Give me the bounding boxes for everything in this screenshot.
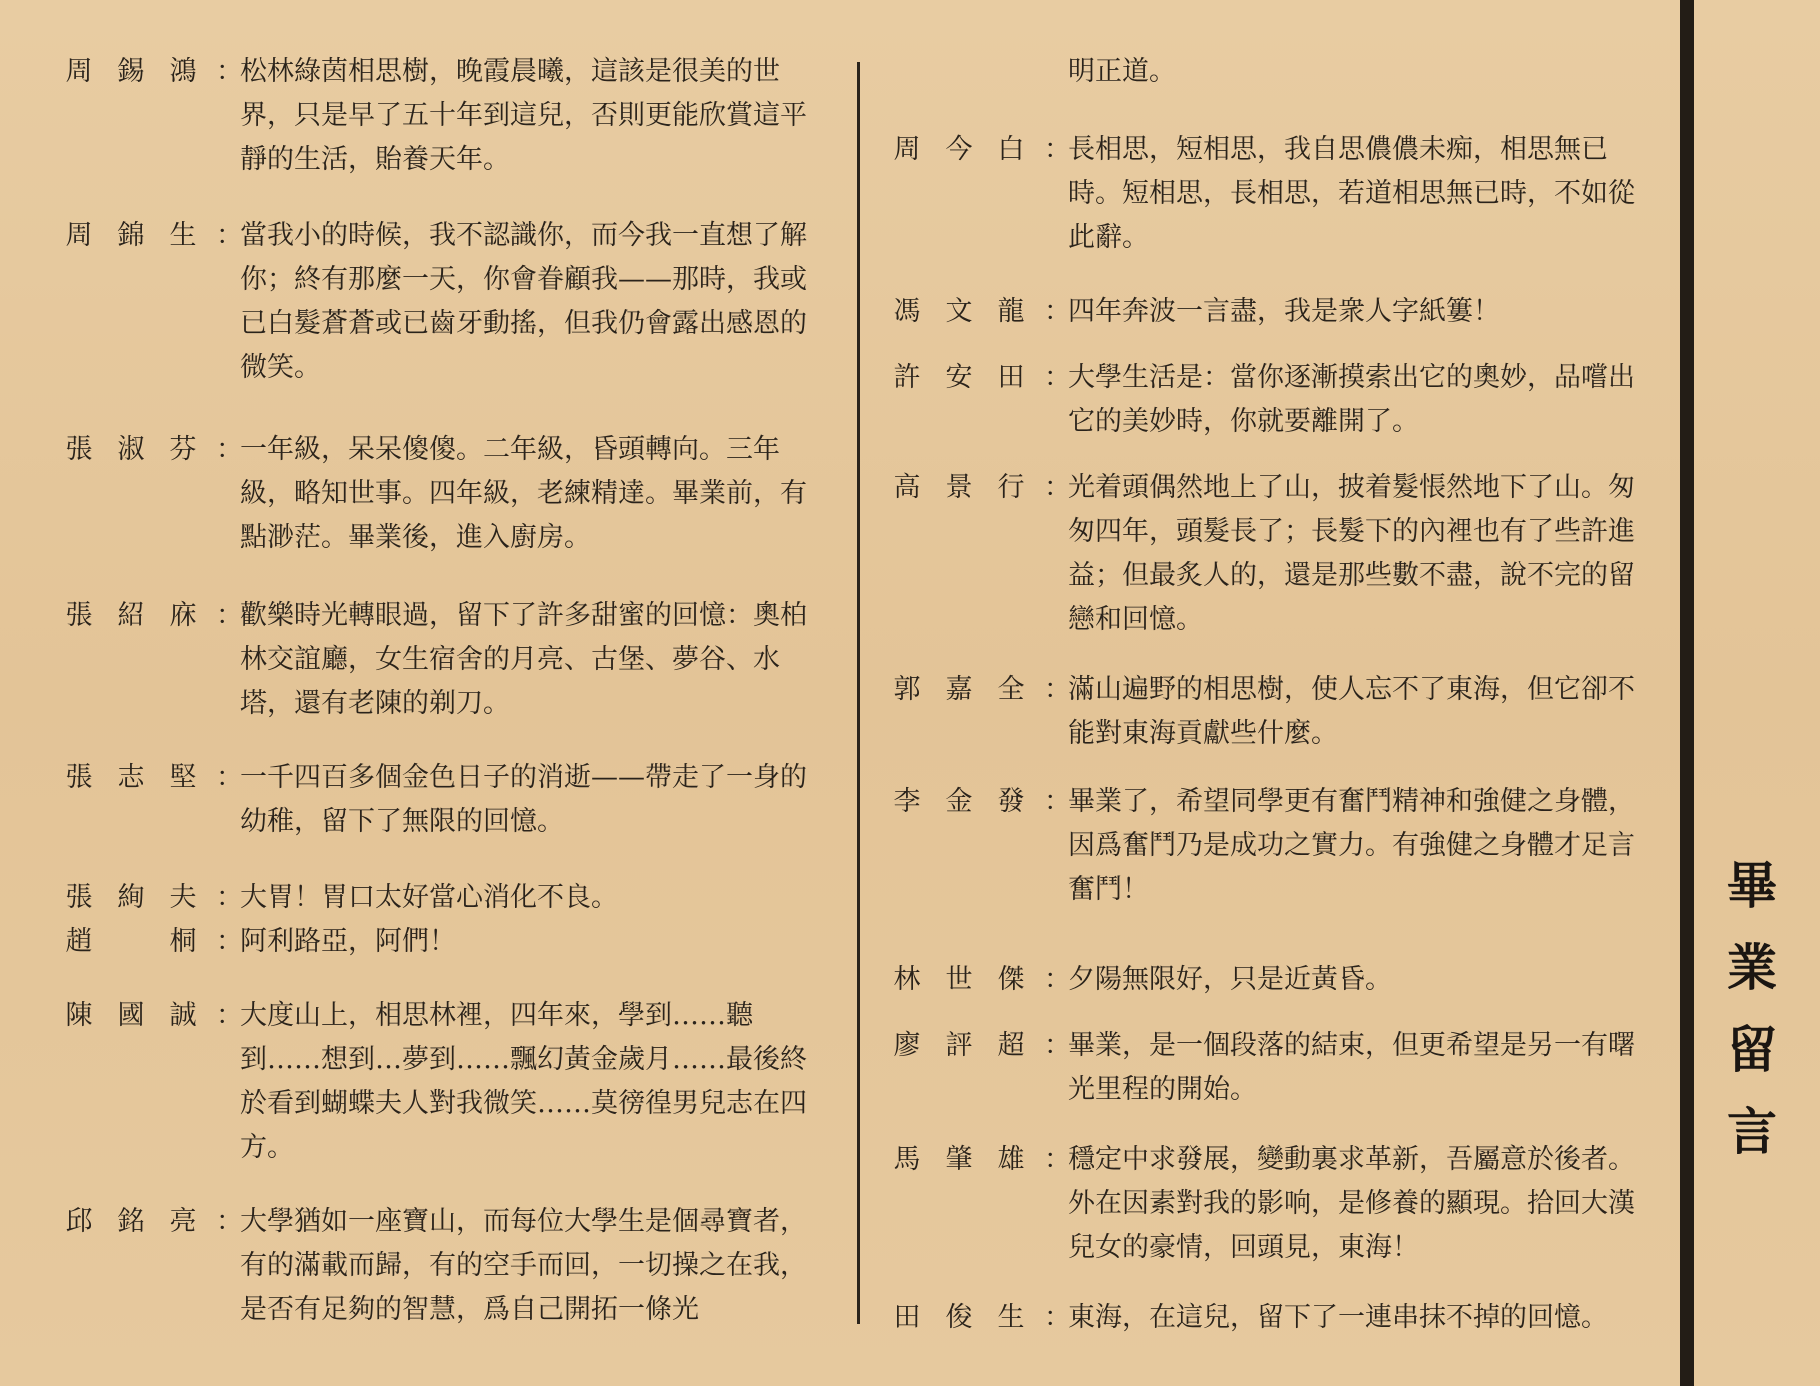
entry-0: [60, 50, 820, 182]
entry-text: 四年奔波一言盡，我是衆人字紙簍！: [1068, 296, 1500, 327]
entry-text: 大度山上，相思林裡，四年來，學到……聽到……想到…夢到……飄幻黃金歲月……最後終於看到蝴蝶夫人對我微笑……莫徬徨男兒志在四方。: [240, 1000, 807, 1163]
entry-name: 趙 桐 ：: [65, 926, 243, 957]
entry-name: 邱 銘 亮 ：: [65, 1206, 243, 1237]
entry-text: 一年級，呆呆傻傻。二年級，昏頭轉向。三年級，略知世事。四年級，老練精達。畢業前，有點渺茫。畢業後，進入廚房。: [240, 434, 807, 553]
entry-text: 大學猶如一座寶山，而每位大學生是個尋寶者，有的滿載而歸，有的空手而回，一切操之在我，是否有足夠的智慧，爲自己開拓一條光: [240, 1206, 807, 1325]
entry-3: [60, 594, 820, 726]
entry-name: 許 安 田 ：: [893, 362, 1071, 393]
continuation: [888, 50, 1653, 94]
entry-text: 畢業，是一個段落的結束，但更希望是另一有曙光里程的開始。: [1068, 1030, 1635, 1105]
entry-name: 李 金 發 ：: [893, 786, 1071, 817]
entry-name: 周 錫 鴻 ：: [65, 56, 243, 87]
entry-text: 松林綠茵相思樹，晚霞晨曦，這該是很美的世界，只是早了五十年到這兒，否則更能欣賞這平靜的生活，貽養天年。: [240, 56, 807, 175]
entry-7: [60, 994, 820, 1170]
entry-r3: [888, 466, 1653, 642]
entry-text: 一千四百多個金色日子的消逝——帶走了一身的幼稚，留下了無限的回憶。: [240, 762, 807, 837]
entry-text: 大胃！胃口太好當心消化不良。: [240, 882, 618, 913]
column-divider: [857, 62, 860, 1324]
entry-1: [60, 214, 820, 390]
entry-text: 穩定中求發展，變動裏求革新，吾屬意於後者。外在因素對我的影响，是修養的顯現。拾回大漢兒女的豪情，回頭見，東海！: [1068, 1144, 1635, 1263]
entry-5: [60, 876, 820, 920]
entry-name: 馮 文 龍 ：: [893, 296, 1071, 327]
entry-text: 大學生活是：當你逐漸摸索出它的奧妙，品嚐出它的美妙時，你就要離開了。: [1068, 362, 1635, 437]
entry-name: 張 絢 夫 ：: [65, 882, 243, 913]
entry-name: 廖 評 超 ：: [893, 1030, 1071, 1061]
entry-6: [60, 920, 820, 964]
entry-2: [60, 428, 820, 560]
entry-name: 林 世 傑 ：: [893, 964, 1071, 995]
entry-name: 張 淑 芬 ：: [65, 434, 243, 465]
entry-r1: [888, 290, 1653, 334]
entry-r9: [888, 1296, 1653, 1340]
entry-text: 當我小的時候，我不認識你，而今我一直想了解你；終有那麼一天，你會眷顧我——那時，我或已白髮蒼蒼或已齒牙動搖，但我仍會露出感恩的微笑。: [240, 220, 807, 383]
entry-name: 高 景 行 ：: [893, 472, 1071, 503]
continuation-text: 明正道。: [1068, 56, 1176, 87]
entry-4: [60, 756, 820, 844]
entry-r2: [888, 356, 1653, 444]
entry-text: 夕陽無限好，只是近黃昏。: [1068, 964, 1392, 995]
entry-8: [60, 1200, 820, 1332]
entry-name: 郭 嘉 全 ：: [893, 674, 1071, 705]
entry-r8: [888, 1138, 1653, 1270]
entry-name: 田 俊 生 ：: [893, 1302, 1071, 1333]
entry-r7: [888, 1024, 1653, 1112]
page-title: 畢業留言: [1727, 857, 1777, 1161]
entry-text: 長相思，短相思，我自思儂儂未痴，相思無已時。短相思，長相思，若道相思無已時，不如從此辭。: [1068, 134, 1635, 253]
entry-name: 馬 肇 雄 ：: [893, 1144, 1071, 1175]
entry-text: 歡樂時光轉眼過，留下了許多甜蜜的回憶：奧柏林交誼廳，女生宿舍的月亮、古堡、夢谷、水塔，還有老陳的剃刀。: [240, 600, 807, 719]
entry-name: 張 志 堅 ：: [65, 762, 243, 793]
entry-r0: [888, 128, 1653, 260]
entry-name: 周 錦 生 ：: [65, 220, 243, 251]
entry-text: 畢業了，希望同學更有奮鬥精神和強健之身體，因爲奮鬥乃是成功之實力。有強健之身體才足言奮鬥！: [1068, 786, 1635, 905]
entry-name: 周 今 白 ：: [893, 134, 1071, 165]
margin-rule: [1680, 0, 1694, 1386]
entry-r6: [888, 958, 1653, 1002]
entry-text: 滿山遍野的相思樹，使人忘不了東海，但它卻不能對東海貢獻些什麼。: [1068, 674, 1635, 749]
entry-name: 張 紹 庥 ：: [65, 600, 243, 631]
entry-r5: [888, 780, 1653, 912]
entry-text: 阿利路亞，阿們！: [240, 926, 456, 957]
entry-text: 光着頭偶然地上了山，披着髮悵然地下了山。匆匆四年，頭髮長了；長髮下的內裡也有了些許進益；但最炙人的，還是那些數不盡，說不完的留戀和回憶。: [1068, 472, 1635, 635]
entry-name: 陳 國 誠 ：: [65, 1000, 243, 1031]
entry-text: 東海，在這兒，留下了一連串抹不掉的回憶。: [1068, 1302, 1608, 1333]
entry-r4: [888, 668, 1653, 756]
